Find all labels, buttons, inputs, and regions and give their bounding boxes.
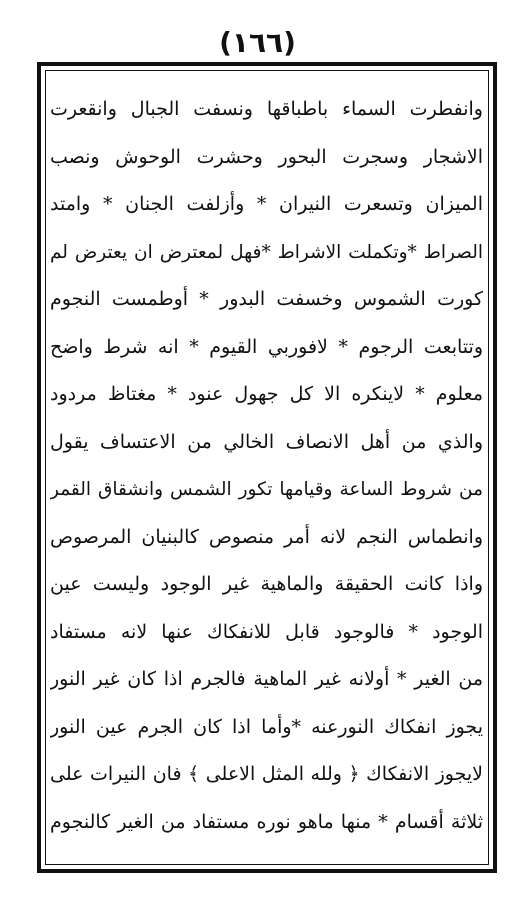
text-line-12: الوجود * فالوجود قابل للانفكاك عنها لانه مستفاد bbox=[50, 620, 483, 643]
text-line-10: وانطماس النجم لانه أمر منصوص كالبنيان المرصوص bbox=[50, 525, 483, 548]
body-text bbox=[50, 86, 483, 846]
text-line-5: كورت الشموس وخسفت البدور * أوطمست النجوم bbox=[50, 288, 483, 310]
text-line-11: واذا كانت الحقيقة والماهية غير الوجود وليست عين bbox=[50, 573, 483, 595]
text-line-4: الصراط *وتكملت الاشراط *فهل لمعترض ان يعترض لم bbox=[50, 241, 483, 263]
text-line-15: لايجوز الانفكاك ﴿ ولله المثل الاعلى ﴾ فان النيرات على bbox=[50, 763, 483, 785]
text-line-7: معلوم * لاينكره الا كل جهول عنود * مغتاظ مردود bbox=[50, 383, 483, 405]
text-line-13: من الغير * أولانه غير الماهية فالجرم اذا كان غير النور bbox=[50, 668, 483, 690]
text-line-1: وانفطرت السماء باطباقها ونسفت الجبال وانقعرت bbox=[50, 98, 483, 120]
text-line-9: من شروط الساعة وقيامها تكور الشمس وانشقاق القمر bbox=[50, 479, 483, 500]
text-line-3: الميزان وتسعرت النيران * وأزلفت الجنان * وامتد bbox=[50, 193, 483, 215]
page-number: (١٦٦) bbox=[219, 26, 296, 59]
text-line-2: الاشجار وسجرت البحور وحشرت الوحوش ونصب bbox=[50, 145, 483, 168]
text-line-14: يجوز انفكاك النورعنه *وأما اذا كان الجرم عين النور bbox=[50, 715, 483, 738]
text-line-8: والذي من أهل الانصاف الخالي من الاعتساف يقول bbox=[50, 430, 483, 453]
text-line-6: وتتابعت الرجوم * لافوربي القيوم * انه شرط واضح bbox=[50, 335, 483, 358]
text-line-16: ثلاثة أقسام * منها ماهو نوره مستفاد من الغير كالنجوم bbox=[50, 810, 483, 833]
